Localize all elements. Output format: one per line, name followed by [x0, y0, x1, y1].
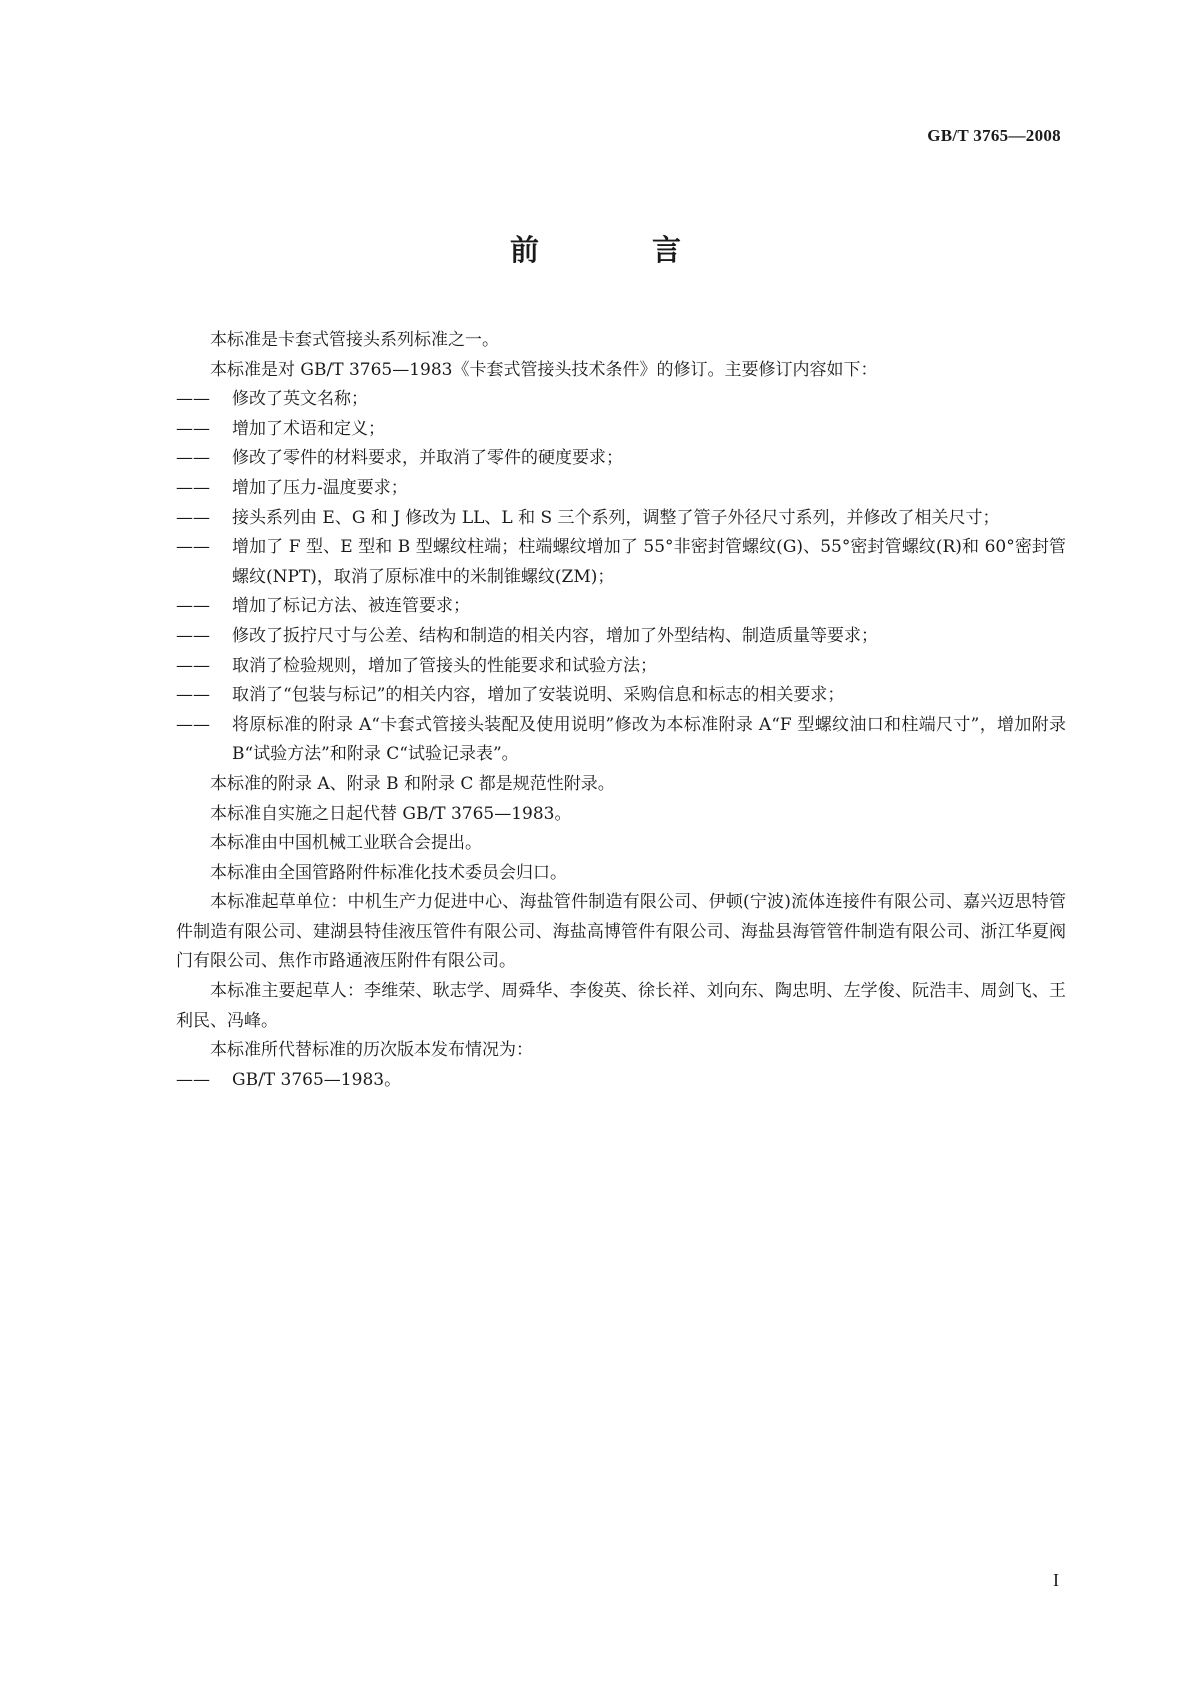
- revision-item: [176, 444, 1066, 474]
- intro-paragraph: 本标准是卡套式管接头系列标准之一。: [210, 330, 499, 350]
- document-body: [176, 326, 1066, 1095]
- revision-item: [176, 504, 1066, 534]
- revision-item: [176, 652, 1066, 682]
- revision-item-text: 修改了零件的材料要求，并取消了零件的硬度要求；: [232, 448, 623, 469]
- dash-marker: ——: [176, 714, 210, 735]
- dash-marker: ——: [176, 625, 210, 646]
- dash-marker: ——: [176, 596, 210, 617]
- revision-item: [176, 681, 1066, 711]
- dash-marker: ——: [176, 685, 210, 706]
- history-intro-paragraph: 本标准所代替标准的历次版本发布情况为：: [210, 1040, 533, 1061]
- revision-item: [176, 622, 1066, 652]
- revision-item-text: 取消了“包装与标记”的相关内容，增加了安装说明、采购信息和标志的相关要求；: [232, 685, 845, 706]
- revision-item: [176, 474, 1066, 504]
- revision-item-text: 修改了英文名称；: [232, 389, 368, 410]
- body-paragraph: 本标准由全国管路附件标准化技术委员会归口。: [210, 862, 567, 883]
- dash-marker: ——: [176, 418, 210, 439]
- revision-item-text: 增加了标记方法、被连管要求；: [232, 596, 470, 617]
- revision-item-text: 增加了 F 型、E 型和 B 型螺纹柱端；柱端螺纹增加了 55°非密封管螺纹(G)、55°密封管螺纹(R)和 60°密封管螺纹(NPT)，取消了原标准中的米制锥螺纹(ZM)；: [232, 537, 1066, 587]
- dash-marker: ——: [176, 389, 210, 410]
- revision-item-text: 增加了压力-温度要求；: [232, 477, 408, 498]
- revision-item: [176, 415, 1066, 445]
- body-paragraph: 本标准由中国机械工业联合会提出。: [210, 833, 482, 854]
- revision-item-text: 增加了术语和定义；: [232, 418, 385, 439]
- history-item: [176, 1066, 1066, 1096]
- revision-item-text: 修改了扳拧尺寸与公差、结构和制造的相关内容，增加了外型结构、制造质量等要求；: [232, 625, 878, 646]
- intro-paragraph: 本标准是对 GB/T 3765—1983《卡套式管接头技术条件》的修订。主要修订内容如下：: [210, 359, 878, 380]
- revision-item-text: 接头系列由 E、G 和 J 修改为 LL、L 和 S 三个系列，调整了管子外径尺寸系列，并修改了相关尺寸；: [232, 507, 1000, 528]
- dash-marker: ——: [176, 477, 210, 498]
- page-number: I: [1053, 1570, 1059, 1590]
- standard-code: GB/T 3765—2008: [927, 126, 1061, 145]
- dash-marker: ——: [176, 537, 210, 558]
- dash-marker: ——: [176, 448, 210, 469]
- revision-item: [176, 533, 1066, 592]
- dash-marker: ——: [176, 1069, 210, 1090]
- drafting-units-paragraph: 本标准起草单位：中机生产力促进中心、海盐管件制造有限公司、伊顿(宁波)流体连接件有限公司、嘉兴迈思特管件制造有限公司、建湖县特佳液压管件有限公司、海盐高博管件有限公司、海盐县海管管件制造有限公司、浙江华夏阀门有限公司、焦作市路通液压附件有限公司。: [176, 892, 1066, 972]
- revision-item: [176, 711, 1066, 770]
- page-title: 前 言: [509, 233, 723, 267]
- revision-item-text: 将原标准的附录 A“卡套式管接头装配及使用说明”修改为本标准附录 A“F 型螺纹油口和柱端尺寸”，增加附录 B“试验方法”和附录 C“试验记录表”。: [232, 714, 1066, 765]
- revision-item: [176, 385, 1066, 415]
- dash-marker: ——: [176, 507, 210, 528]
- dash-marker: ——: [176, 655, 210, 676]
- body-paragraph: 本标准自实施之日起代替 GB/T 3765—1983。: [210, 803, 572, 824]
- drafters-paragraph: 本标准主要起草人：李维荣、耿志学、周舜华、李俊英、徐长祥、刘向东、陶忠明、左学俊、阮浩丰、周剑飞、王利民、冯峰。: [176, 981, 1066, 1031]
- revision-item: [176, 592, 1066, 622]
- revision-item-text: 取消了检验规则，增加了管接头的性能要求和试验方法；: [232, 655, 657, 676]
- history-item-text: GB/T 3765—1983。: [232, 1069, 402, 1090]
- body-paragraph: 本标准的附录 A、附录 B 和附录 C 都是规范性附录。: [210, 773, 615, 794]
